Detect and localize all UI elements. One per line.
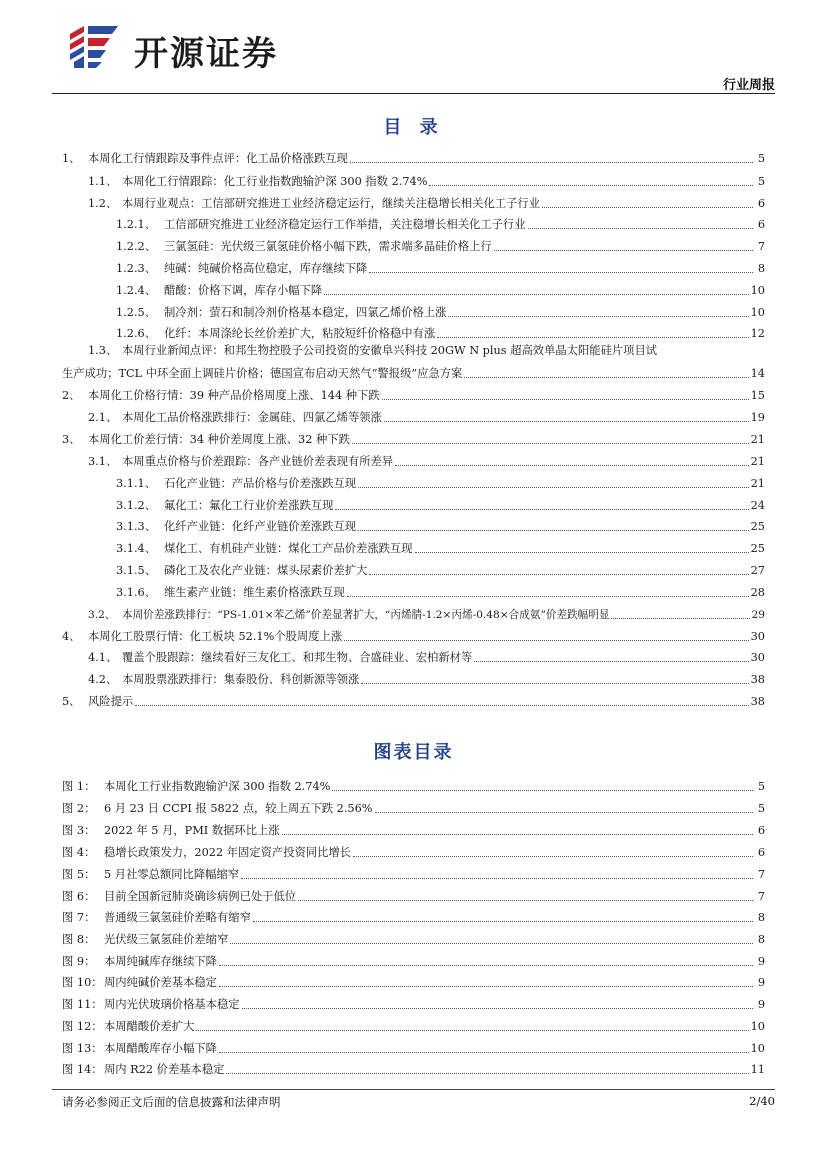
dot-leader <box>361 682 748 684</box>
figure-entry[interactable] <box>62 776 765 794</box>
figure-entry-page: 10 <box>750 1020 765 1033</box>
figures-heading: 图表目录 <box>373 742 454 763</box>
toc-entry-page: 25 <box>750 520 765 533</box>
toc-entry-title: 本周化工股票行情：化工板块 52.1%个股周度上涨 <box>88 630 343 643</box>
toc-entry[interactable] <box>88 647 765 665</box>
figure-entry-number: 图 3： <box>62 824 96 837</box>
toc-entry-title: 风险提示 <box>88 695 134 708</box>
toc-entry[interactable] <box>116 560 765 578</box>
dot-leader <box>369 271 753 273</box>
dot-leader <box>448 315 748 317</box>
toc-entry-number: 3.1.6、 <box>116 586 157 599</box>
toc-entry-number: 3.1、 <box>88 455 118 468</box>
figure-entry-page: 5 <box>757 802 765 815</box>
toc-entry-page: 19 <box>750 411 765 424</box>
toc-entry-continuation[interactable] <box>62 363 765 381</box>
figure-entry-number: 图 13： <box>62 1042 103 1055</box>
toc-entry-number: 4、 <box>62 630 81 643</box>
toc-entry-page: 10 <box>750 306 765 319</box>
toc-entry-number: 1.2.2、 <box>116 240 157 253</box>
figure-entry-page: 9 <box>757 955 765 968</box>
figure-entry-number: 图 11： <box>62 998 103 1011</box>
figure-entry-title: 2022 年 5 月，PMI 数据环比上涨 <box>104 824 280 837</box>
figure-entry[interactable] <box>62 994 765 1012</box>
toc-entry[interactable] <box>62 385 765 403</box>
toc-entry-page: 38 <box>750 673 765 686</box>
toc-entry-title: 本周价差涨跌排行：“PS-1.01×苯乙烯”价差显著扩大，“丙烯腈-1.2×丙烯-0.48×合成氨”价差跌幅明显 <box>122 609 610 621</box>
toc-entry-title: 三氯氢硅：光伏级三氯氢硅价格小幅下跌，需求端多晶硅价格上行 <box>164 240 492 253</box>
dot-leader <box>241 877 753 879</box>
dot-leader <box>358 529 749 531</box>
dot-leader <box>528 227 753 229</box>
figure-entry-page: 7 <box>757 868 765 881</box>
figure-entry[interactable] <box>62 972 765 990</box>
toc-entry-page: 24 <box>750 499 765 512</box>
toc-entry[interactable] <box>116 473 765 491</box>
dot-leader <box>219 964 753 966</box>
figure-entry-page: 9 <box>757 976 765 989</box>
figure-entry-page: 6 <box>757 824 765 837</box>
toc-entry-number: 1.3、 <box>88 344 118 357</box>
figure-entry-title: 本周醋酸库存小幅下降 <box>104 1042 217 1055</box>
toc-entry[interactable] <box>116 323 765 341</box>
dot-leader <box>282 833 753 835</box>
figure-entry-page: 8 <box>757 911 765 924</box>
toc-entry-title: 石化产业链：产品价格与价差涨跌互现 <box>164 477 357 490</box>
figure-entry[interactable] <box>62 842 765 860</box>
brand-logo <box>66 22 366 72</box>
toc-entry-page: 21 <box>750 433 765 446</box>
figure-entry-title: 周内光伏玻璃价格基本稳定 <box>104 998 240 1011</box>
dot-leader <box>384 420 749 422</box>
dot-leader <box>219 985 753 987</box>
figure-entry-page: 9 <box>757 998 765 1011</box>
toc-entry[interactable] <box>116 516 765 534</box>
toc-entry-title: 氟化工：氟化工行业价差涨跌互现 <box>164 499 334 512</box>
figure-entry[interactable] <box>62 864 765 882</box>
toc-entry-number: 4.2、 <box>88 673 118 686</box>
toc-entry-title: 本周行业观点：工信部研究推进工业经济稳定运行，继续关注稳增长相关化工子行业 <box>122 197 540 210</box>
toc-entry-title: 覆盖个股跟踪：继续看好三友化工、和邦生物、合盛硅业、宏柏新材等 <box>122 651 473 664</box>
toc-entry-title: 煤化工、有机硅产业链：煤化工产品价差涨跌互现 <box>164 542 413 555</box>
figure-entry[interactable] <box>62 1016 765 1034</box>
toc-entry[interactable] <box>62 148 765 166</box>
figure-entry[interactable] <box>62 886 765 904</box>
toc-entry-title: 制冷剂：萤石和制冷剂价格基本稳定，四氯乙烯价格上涨 <box>164 306 447 319</box>
dot-leader <box>611 617 749 619</box>
dot-leader <box>369 573 748 575</box>
toc-entry-page: 38 <box>750 695 765 708</box>
toc-entry-title: 本周化工行情跟踪：化工行业指数跑输沪深 300 指数 2.74% <box>122 175 428 188</box>
toc-entry-number: 5、 <box>62 695 81 708</box>
dot-leader <box>429 184 753 186</box>
figure-entry-title: 6 月 23 日 CCPI 报 5822 点，较上周五下跌 2.56% <box>104 802 373 815</box>
figure-entry-title: 光伏级三氯氢硅价差缩窄 <box>104 933 229 946</box>
figure-entry-title: 周内纯碱价差基本稳定 <box>104 976 217 989</box>
dot-leader <box>437 336 748 338</box>
toc-entry-page: 14 <box>750 367 765 380</box>
toc-entry[interactable] <box>88 193 765 211</box>
toc-entry-number: 4.1、 <box>88 651 118 664</box>
figure-entry[interactable] <box>62 929 765 947</box>
figure-entry-title: 本周醋酸价差扩大 <box>104 1020 195 1033</box>
toc-entry-page: 28 <box>750 586 765 599</box>
toc-entry-page: 5 <box>757 175 765 188</box>
toc-entry[interactable] <box>116 582 765 600</box>
toc-entry-page: 30 <box>750 651 765 664</box>
figure-entry-title: 本周纯碱库存继续下降 <box>104 955 217 968</box>
figure-entry-title: 目前全国新冠肺炎确诊病例已处于低位 <box>104 890 297 903</box>
toc-entry-number: 1.2、 <box>88 197 118 210</box>
figure-entry[interactable] <box>62 798 765 816</box>
toc-entry-title: 化纤：本周涤纶长丝价差扩大，粘胶短纤价格稳中有涨 <box>164 327 436 340</box>
toc-entry-page: 12 <box>750 327 765 340</box>
toc-entry[interactable] <box>116 280 765 298</box>
figure-entry-page: 5 <box>757 780 765 793</box>
toc-entry-number: 1.2.6、 <box>116 327 157 340</box>
figure-entry-title: 本周化工行业指数跑输沪深 300 指数 2.74% <box>104 780 331 793</box>
dot-leader <box>352 442 749 444</box>
dot-leader <box>474 660 748 662</box>
figure-entry-number: 图 10： <box>62 976 103 989</box>
toc-entry[interactable] <box>62 626 765 644</box>
toc-entry-title: 本周化工品价格涨跌排行：金属硅、四氯乙烯等领涨 <box>122 411 382 424</box>
toc-entry-title: 本周化工价差行情：34 种价差周度上涨、32 种下跌 <box>88 433 350 446</box>
dot-leader <box>542 206 753 208</box>
toc-entry[interactable] <box>88 171 765 189</box>
toc-entry-number: 1.2.4、 <box>116 284 157 297</box>
toc-entry-page: 5 <box>757 152 765 165</box>
toc-heading: 目 录 <box>383 117 444 138</box>
dot-leader <box>415 551 749 553</box>
dot-leader <box>242 1007 753 1009</box>
toc-entry[interactable] <box>116 538 765 556</box>
figure-entry-number: 图 7： <box>62 911 96 924</box>
legal-disclaimer: 请务必参阅正文后面的信息披露和法律声明 <box>62 1095 281 1109</box>
figure-entry-title: 普通级三氯氢硅价差略有缩窄 <box>104 911 251 924</box>
toc-entry-page: 21 <box>750 455 765 468</box>
toc-entry[interactable] <box>88 407 765 425</box>
figure-entry-page: 11 <box>750 1063 765 1076</box>
toc-entry-title-line2: 生产成功；TCL 中环全面上调硅片价格；德国宣布启动天然气“警报级”应急方案 <box>62 367 463 380</box>
toc-entry-number: 3、 <box>62 433 81 446</box>
toc-entry-page: 15 <box>750 389 765 402</box>
dot-leader <box>219 1051 749 1053</box>
dot-leader <box>253 920 753 922</box>
toc-entry-number: 1.2.5、 <box>116 306 157 319</box>
figure-entry-page: 7 <box>757 890 765 903</box>
toc-entry-page: 30 <box>750 630 765 643</box>
toc-entry-title: 本周股票涨跌排行：集泰股份、科创新源等领涨 <box>122 673 360 686</box>
figure-entry-number: 图 8： <box>62 933 96 946</box>
figure-entry-page: 8 <box>757 933 765 946</box>
toc-entry-page: 25 <box>750 542 765 555</box>
figure-entry-number: 图 5： <box>62 868 96 881</box>
figure-entry-number: 图 2： <box>62 802 96 815</box>
toc-entry-title: 本周化工行情跟踪及事件点评：化工品价格涨跌互现 <box>88 152 348 165</box>
figure-entry[interactable] <box>62 951 765 969</box>
toc-entry[interactable] <box>88 344 765 358</box>
toc-entry[interactable] <box>88 604 765 622</box>
toc-entry-number: 1.2.3、 <box>116 262 157 275</box>
header-divider <box>52 93 775 94</box>
figure-entry-number: 图 6： <box>62 890 96 903</box>
toc-entry-title: 本周行业新闻点评：和邦生物控股子公司投资的安徽阜兴科技 20GW N plus 超高效单晶太阳能硅片项目试 <box>122 344 658 357</box>
toc-entry-title: 维生素产业链：维生素价格涨跌互现 <box>164 586 345 599</box>
kaiyuan-logo-icon <box>66 22 126 72</box>
dot-leader <box>395 464 748 466</box>
toc-entry[interactable] <box>116 236 765 254</box>
toc-entry-number: 3.1.5、 <box>116 564 157 577</box>
figure-entry-title: 5 月社零总额同比降幅缩窄 <box>104 868 240 881</box>
toc-entry-page: 7 <box>757 240 765 253</box>
dot-leader <box>464 376 748 378</box>
dot-leader <box>298 899 753 901</box>
figure-entry-number: 图 9： <box>62 955 96 968</box>
toc-entry-number: 3.2、 <box>88 609 116 621</box>
toc-entry-page: 29 <box>751 609 765 621</box>
toc-entry-title: 化纤产业链：化纤产业链价差涨跌互现 <box>164 520 357 533</box>
toc-entry-number: 1.2.1、 <box>116 218 157 231</box>
toc-entry[interactable] <box>88 669 765 687</box>
toc-entry-title: 醋酸：价格下调，库存小幅下降 <box>164 284 323 297</box>
toc-entry-number: 2.1、 <box>88 411 118 424</box>
dot-leader <box>226 1072 748 1074</box>
footer-divider <box>52 1089 775 1090</box>
toc-entry-page: 10 <box>750 284 765 297</box>
figure-entry-title: 稳增长政策发力，2022 年固定资产投资同比增长 <box>104 846 351 859</box>
toc-entry[interactable] <box>116 495 765 513</box>
dot-leader <box>350 161 753 163</box>
figure-entry[interactable] <box>62 820 765 838</box>
dot-leader <box>358 486 749 488</box>
toc-entry-number: 2、 <box>62 389 81 402</box>
toc-entry-title: 纯碱：纯碱价格高位稳定，库存继续下降 <box>164 262 368 275</box>
toc-entry-page: 8 <box>757 262 765 275</box>
dot-leader <box>335 508 748 510</box>
toc-entry-title: 磷化工及农化产业链：煤头尿素价差扩大 <box>164 564 368 577</box>
figure-entry[interactable] <box>62 1038 765 1056</box>
figure-entry-number: 图 4： <box>62 846 96 859</box>
dot-leader <box>353 855 753 857</box>
toc-entry-title: 本周化工价格行情：39 种产品价格周度上涨、144 种下跌 <box>88 389 380 402</box>
figure-entry-title: 周内 R22 价差基本稳定 <box>104 1063 225 1076</box>
toc-entry-page: 27 <box>750 564 765 577</box>
report-type-tag: 行业周报 <box>722 78 775 93</box>
toc-entry[interactable] <box>116 258 765 276</box>
figure-entry-page: 10 <box>750 1042 765 1055</box>
toc-entry-number: 3.1.3、 <box>116 520 157 533</box>
toc-entry[interactable] <box>62 691 765 709</box>
toc-entry[interactable] <box>116 302 765 320</box>
page-indicator: 2/40 <box>749 1094 775 1108</box>
toc-entry-page: 6 <box>757 197 765 210</box>
dot-leader <box>196 1029 748 1031</box>
toc-entry-title: 工信部研究推进工业经济稳定运行工作举措，关注稳增长相关化工子行业 <box>164 218 526 231</box>
dot-leader <box>382 398 749 400</box>
dot-leader <box>375 811 753 813</box>
dot-leader <box>324 293 748 295</box>
toc-entry-page: 21 <box>750 477 765 490</box>
dot-leader <box>332 789 753 791</box>
figure-entry[interactable] <box>62 1059 765 1077</box>
toc-entry-page: 6 <box>757 218 765 231</box>
figure-entry-number: 图 1： <box>62 780 96 793</box>
toc-entry-number: 3.1.2、 <box>116 499 157 512</box>
toc-entry-number: 3.1.1、 <box>116 477 157 490</box>
toc-entry[interactable] <box>88 451 765 469</box>
brand-name: 开源证券 <box>134 34 278 74</box>
dot-leader <box>344 639 749 641</box>
toc-entry-number: 1.1、 <box>88 175 118 188</box>
dot-leader <box>494 249 753 251</box>
figure-entry-page: 6 <box>757 846 765 859</box>
toc-entry-number: 3.1.4、 <box>116 542 157 555</box>
figure-entry[interactable] <box>62 907 765 925</box>
figure-entry-number: 图 14： <box>62 1063 103 1076</box>
toc-entry[interactable] <box>62 429 765 447</box>
dot-leader <box>135 704 748 706</box>
dot-leader <box>230 942 753 944</box>
figure-entry-number: 图 12： <box>62 1020 103 1033</box>
toc-entry[interactable] <box>116 214 765 232</box>
toc-entry-title: 本周重点价格与价差跟踪：各产业链价差表现有所差异 <box>122 455 394 468</box>
toc-entry-number: 1、 <box>62 152 81 165</box>
dot-leader <box>347 595 749 597</box>
